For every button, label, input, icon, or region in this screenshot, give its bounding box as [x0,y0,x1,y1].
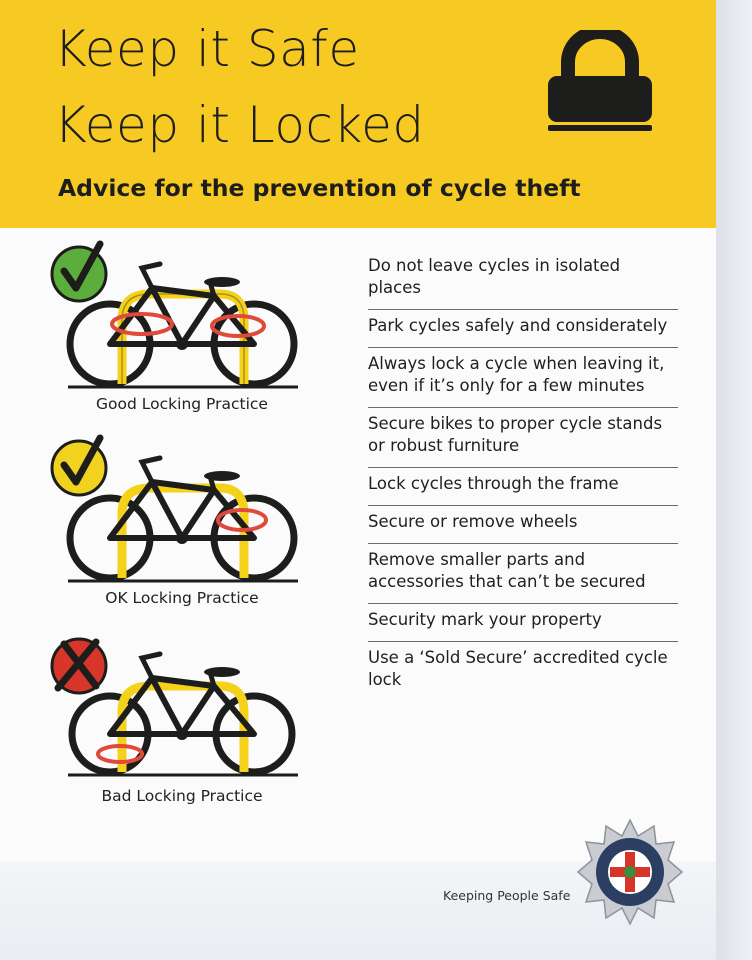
tip-item: Remove smaller parts and accessories that can’t be secured [368,544,678,604]
tip-item: Lock cycles through the frame [368,468,678,506]
bad-locking-practice [42,630,322,810]
tip-item: Park cycles safely and considerately [368,310,678,348]
title-line-1: Keep it Safe [54,20,360,78]
tip-item: Do not leave cycles in isolated places [368,250,678,310]
practice-label: Good Locking Practice [96,395,268,413]
tip-item: Use a ‘Sold Secure’ accredited cycle lock [368,648,668,689]
title-line-2: Keep it Locked [54,96,425,154]
police-badge-icon [576,818,684,926]
footer-tagline: Keeping People Safe [443,888,571,903]
tips-list [368,250,678,701]
tip-item: Always lock a cycle when leaving it, even if it’s only for a few minutes [368,348,678,408]
practice-label: OK Locking Practice [105,589,259,607]
subtitle: Advice for the prevention of cycle theft [58,174,581,202]
cross-icon [52,639,106,693]
good-locking-practice [42,238,322,418]
check-icon [52,438,106,495]
header-banner [0,0,716,228]
tip-item: Secure bikes to proper cycle stands or robust furniture [368,408,678,468]
check-icon [52,244,106,301]
tip-item: Secure or remove wheels [368,506,678,544]
tip-item: Security mark your property [368,604,678,642]
padlock-icon [544,30,656,136]
background-edge [716,0,752,960]
ok-locking-practice [42,432,322,612]
practice-label: Bad Locking Practice [101,787,263,805]
